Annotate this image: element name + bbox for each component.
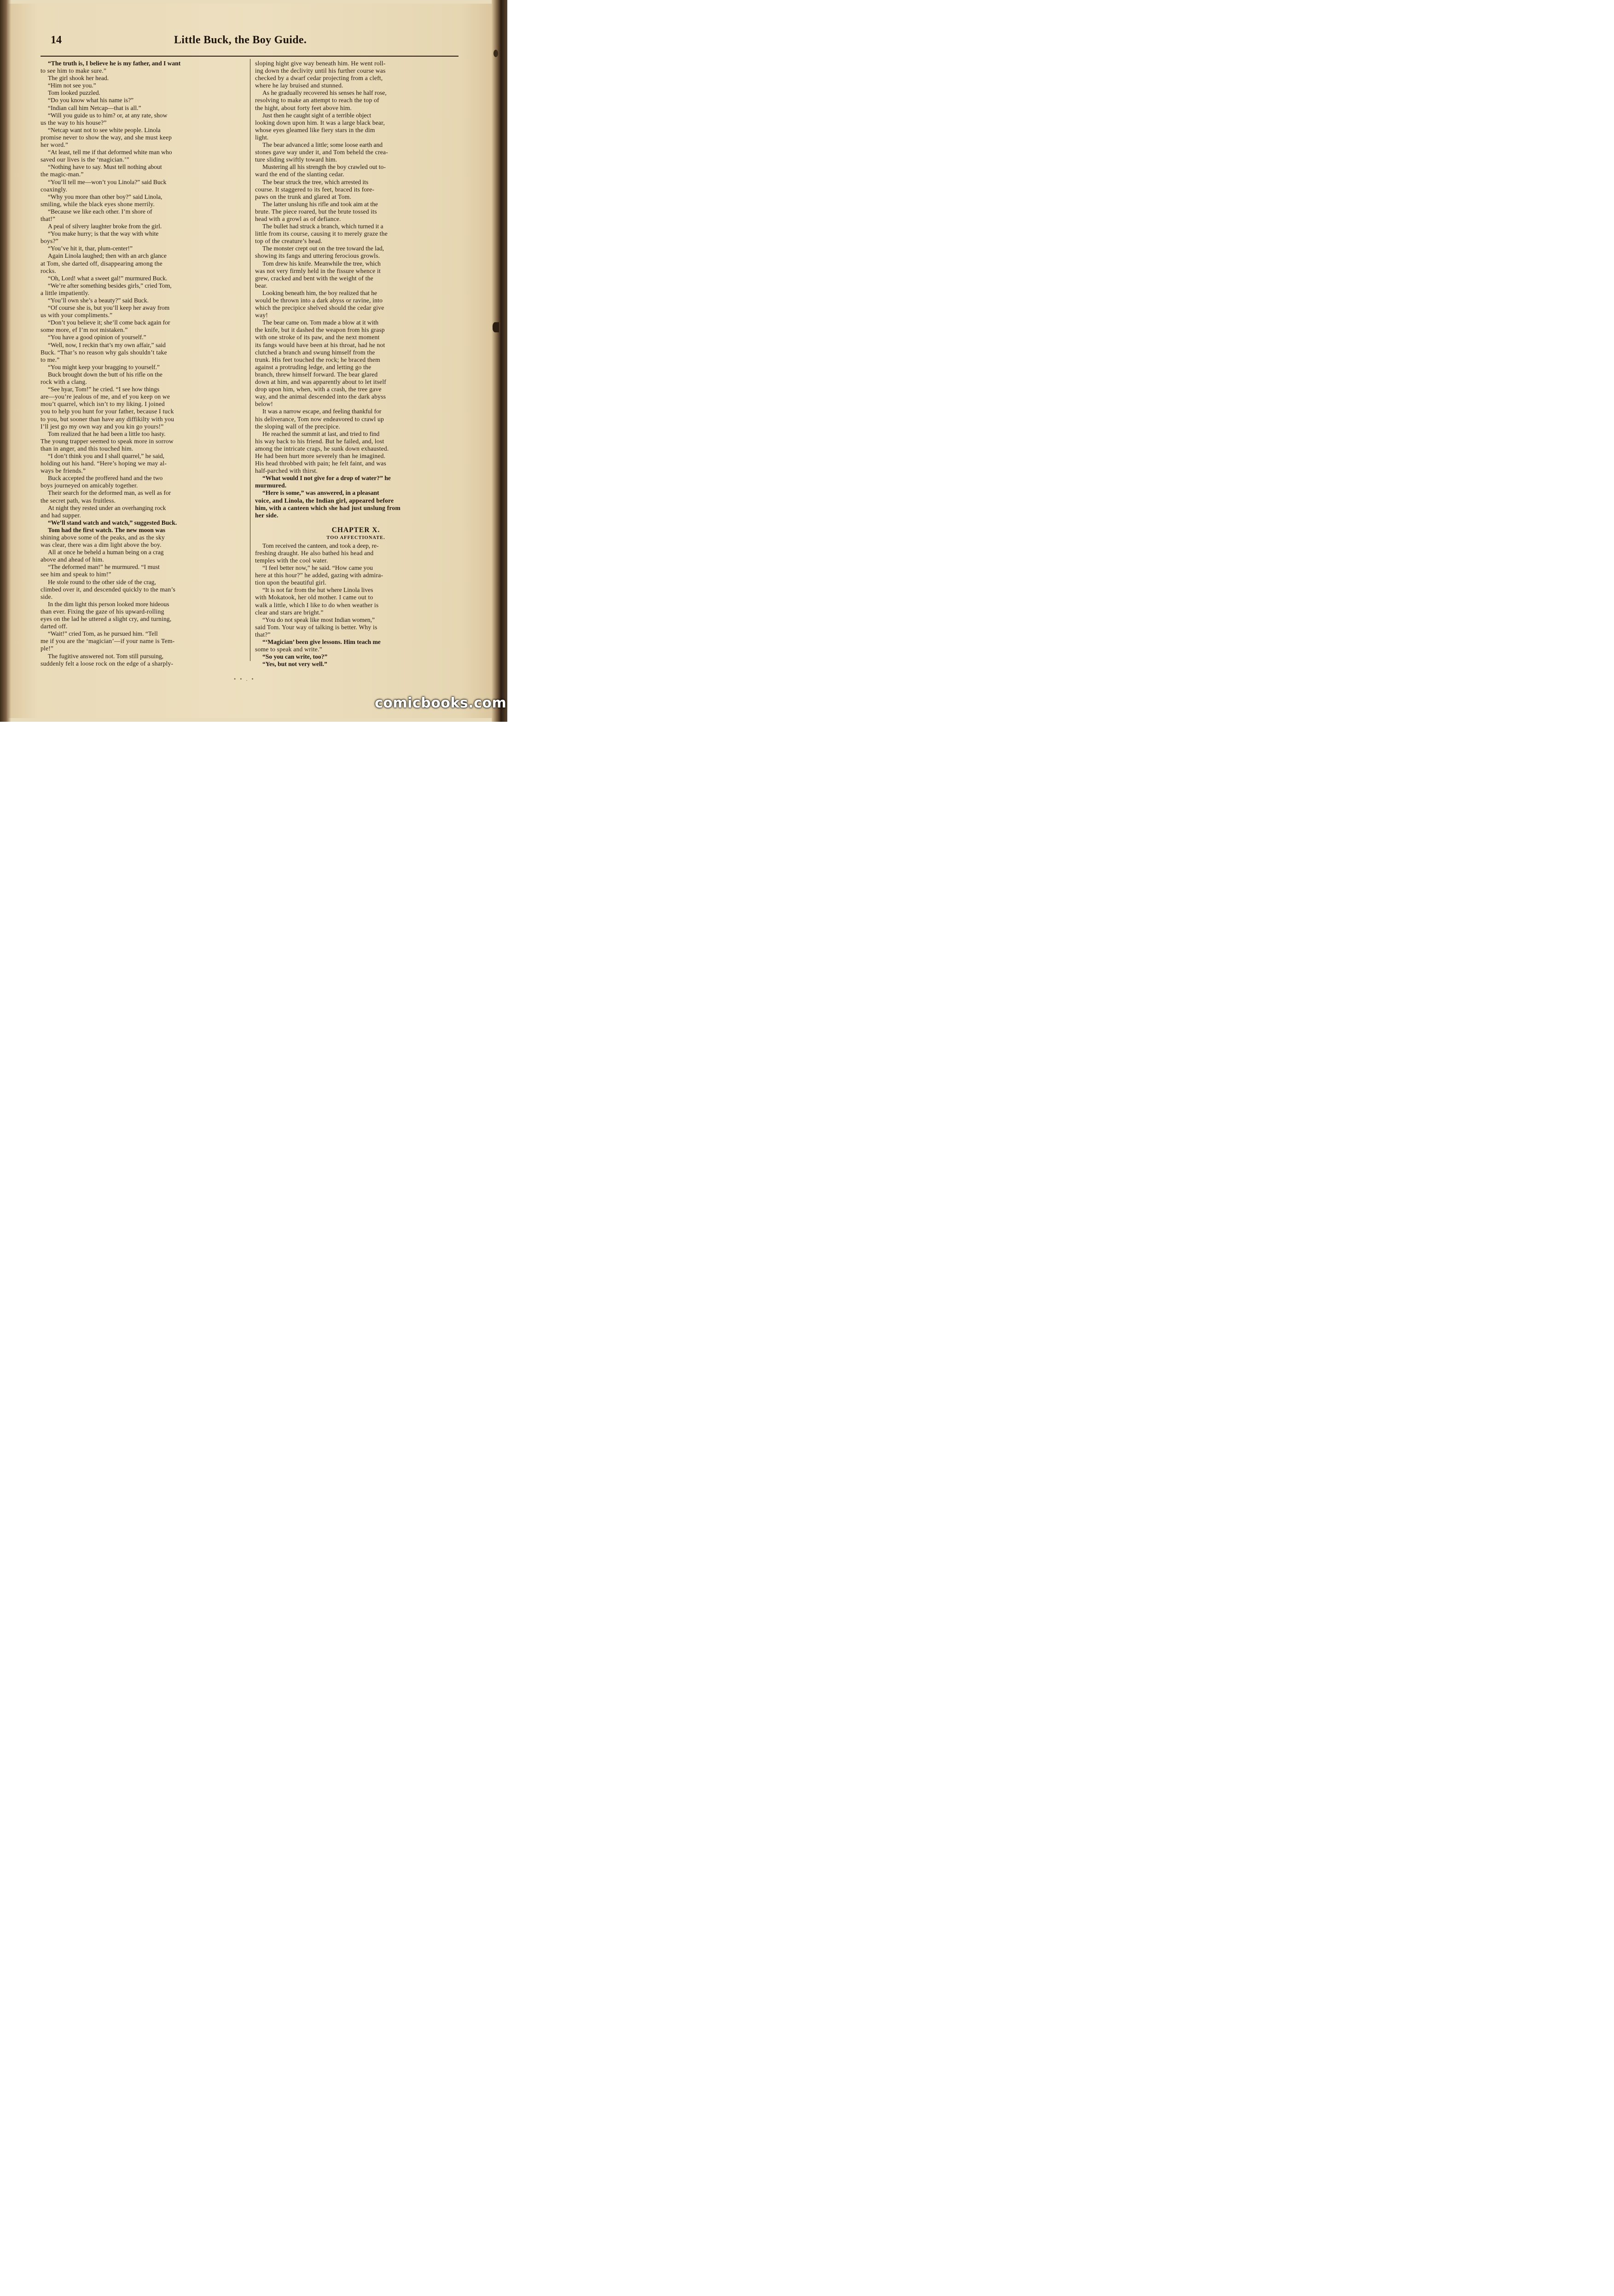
text-line: “Will you guide us to him? or, at any rate, show [48, 111, 168, 119]
text-line: are—you’re jealous of me, and ef you keep on we [41, 393, 170, 400]
text-line: holding out his hand. “Here’s hoping we may al- [41, 460, 167, 467]
text-line: suddenly felt a loose rock on the edge of a sharply- [41, 660, 174, 667]
text-line: me if you are the ‘magician’—if your name is Tem- [41, 638, 175, 645]
watermark: comicbooks.com [375, 695, 507, 711]
text-line: “Indian call him Netcap—that is all.” [48, 104, 141, 111]
text-line: the knife, but it dashed the weapon from his grasp [255, 326, 385, 334]
text-line: to me.” [41, 356, 60, 363]
text-line: her word.” [41, 141, 69, 149]
text-line: way! [255, 312, 268, 319]
text-line: Tom had the first watch. The new moon was [48, 526, 165, 533]
text-line: above and ahead of him. [41, 556, 104, 563]
text-line: us the way to his house?” [41, 119, 107, 126]
text-line: down at him, and was apparently about to let itself [255, 378, 387, 386]
text-line: “Because we like each other. I’m shore of [48, 208, 152, 215]
text-line: Looking beneath him, the boy realized that he [262, 289, 377, 296]
text-line: drop upon him, when, with a crash, the tree gave [255, 386, 382, 393]
text-line: head with a growl as of defiance. [255, 215, 341, 222]
text-line: ways be friends.” [41, 467, 86, 475]
text-line: murmured. [255, 482, 287, 489]
text-line: Tom realized that he had been a little too hasty. [48, 430, 166, 437]
text-line: The bear struck the tree, which arrested its [262, 178, 369, 186]
text-line: The bear advanced a little; some loose earth and [262, 141, 383, 149]
text-line: In the dim light this person looked more hideous [48, 600, 169, 608]
text-line: walk a little, which I like to do when weather is [255, 601, 379, 609]
text-line: “You have a good opinion of yourself.” [48, 334, 146, 341]
right-column-text-before-chapter [255, 60, 457, 519]
left-column [41, 60, 245, 667]
text-line: eyes on the lad he uttered a slight cry, and turning, [41, 615, 172, 623]
header-rule [41, 56, 459, 57]
text-line: light. [255, 133, 269, 141]
right-column [255, 60, 457, 668]
text-line: side. [41, 593, 53, 600]
text-line: “‘Magician’ been give lessons. Him teach me [262, 638, 381, 646]
text-line: Tom looked puzzled. [48, 89, 100, 97]
page-edge [492, 0, 507, 722]
text-line: looking down upon him. It was a large black bear, [255, 119, 385, 126]
text-line: half-parched with thirst. [255, 467, 318, 475]
text-line: The young trapper seemed to speak more in sorrow [41, 437, 174, 445]
text-line: would be thrown into a dark abyss or ravine, into [255, 297, 383, 304]
text-line: you to help you hunt for your father, because I tuck [41, 408, 174, 415]
text-line: below! [255, 400, 273, 408]
text-line: “I don’t think you and I shall quarrel,” he said, [48, 452, 165, 459]
margin-spot [493, 50, 498, 57]
text-line: against a protruding ledge, and letting go the [255, 363, 372, 371]
text-line: His head throbbed with pain; he felt faint, and was [255, 460, 387, 467]
text-line: coaxingly. [41, 186, 68, 193]
text-line: darted off. [41, 623, 68, 630]
text-line: voice, and Linola, the Indian girl, appeared before [255, 497, 394, 504]
text-line: top of the creature’s head. [255, 238, 323, 245]
text-line: his deliverance, Tom now endeavored to crawl up [255, 415, 384, 423]
text-line: some to speak and write.” [255, 646, 322, 653]
text-line: trunk. His feet touched the rock; he braced them [255, 356, 380, 363]
text-line: “The truth is, I believe he is my father, and I want [48, 60, 181, 67]
text-line: than in anger, and this touched him. [41, 445, 134, 452]
text-line: “Well, now, I reckin that’s my own affair,” said [48, 341, 166, 348]
text-line: “Yes, but not very well.” [262, 661, 327, 668]
text-line: his way back to his friend. But he failed, and, lost [255, 437, 384, 445]
text-line: “I feel better now,” he said. “How came you [262, 564, 373, 572]
text-line: Tom drew his knife. Meanwhile the tree, which [262, 260, 381, 267]
text-line: “At least, tell me if that deformed white man who [48, 149, 172, 156]
text-line: at Tom, she darted off, disappearing among the [41, 260, 163, 267]
text-line: boys?” [41, 238, 58, 245]
text-line: mou’t quarrel, which isn’t to my liking. I joined [41, 400, 165, 408]
text-line: with Mokatook, her old mother. I came out to [255, 594, 373, 601]
text-line: The bear came on. Tom made a blow at it with [262, 319, 379, 326]
text-line: shining above some of the peaks, and as the sky [41, 534, 165, 541]
text-line: its fangs would have been at his throat, had he not [255, 341, 385, 348]
text-line: the sloping wall of the precipice. [255, 423, 340, 430]
text-line: “Oh, Lord! what a sweet gal!” murmured Buck. [48, 274, 168, 282]
chapter-heading: CHAPTER X. [331, 526, 380, 534]
text-line: “Nothing have to say. Must tell nothing about [48, 163, 162, 171]
text-line: Their search for the deformed man, as well as for [48, 489, 171, 497]
text-line: “You’ll tell me—won’t you Linola?” said Buck [48, 178, 167, 186]
text-line: “The deformed man!” he murmured. “I must [48, 563, 160, 571]
text-line: ple!” [41, 645, 54, 652]
page-number: 14 [51, 34, 62, 46]
text-line: the magic-man.” [41, 171, 84, 178]
chapter-subtitle: TOO AFFECTIONATE. [326, 535, 385, 540]
text-line: showing its fangs and uttering ferocious growls. [255, 252, 380, 260]
text-line: It was a narrow escape, and feeling thankful for [262, 408, 382, 415]
text-line: As he gradually recovered his senses he half rose, [262, 89, 387, 97]
text-line: paws on the trunk and glared at Tom. [255, 193, 352, 200]
text-line: clutched a branch and swung himself from the [255, 348, 375, 356]
text-line: checked by a dwarf cedar projecting from a cleft, [255, 75, 383, 82]
text-line: I’ll jest go my own way and you kin go yours!” [41, 423, 164, 430]
text-line: was clear, there was a dim light above the boy. [41, 541, 162, 549]
text-line: boys journeyed on amicably together. [41, 482, 138, 489]
text-line: smiling, while the black eyes shone merrily. [41, 200, 155, 208]
text-line: to see him to make sure.” [41, 67, 107, 75]
text-line: a little impatiently. [41, 289, 90, 296]
text-line: him, with a canteen which she had just unslung from [255, 504, 401, 511]
text-line: “Why you more than other boy?” said Linola, [48, 193, 163, 200]
text-line: stones gave way under it, and Tom beheld the crea- [255, 149, 388, 156]
text-line: whose eyes gleamed like fiery stars in the dim [255, 126, 375, 133]
text-line: promise never to show the way, and she must keep [41, 133, 172, 141]
text-line: the hight, about forty feet above him. [255, 104, 352, 111]
binding-shadow [0, 0, 11, 722]
text-line: the secret path, was fruitless. [41, 497, 116, 504]
text-line: that?” [255, 631, 271, 638]
text-line: “You’ve hit it, thar, plum-center!” [48, 245, 133, 252]
text-line: “It is not far from the hut where Linola lives [262, 586, 373, 594]
text-line: “You do not speak like most Indian women,” [262, 616, 375, 623]
text-line: ing down the declivity until his further course was [255, 67, 386, 75]
text-line: “What would I not give for a drop of water?” he [262, 475, 391, 482]
text-line: “Don’t you believe it; she’ll come back again for [48, 319, 170, 326]
text-line: sloping hight give way beneath him. He went roll- [255, 60, 386, 67]
text-line: bear. [255, 282, 268, 289]
text-line: Mustering all his strength the boy crawled out to- [262, 163, 386, 171]
text-line: All at once he beheld a human being on a crag [48, 549, 164, 556]
text-line: At night they rested under an overhanging rock [48, 504, 166, 511]
text-line: “See hyar, Tom!” he cried. “I see how things [48, 386, 160, 393]
text-line: was not very firmly held in the fissure whence it [255, 267, 381, 274]
text-line: Tom received the canteen, and took a deep, re- [262, 542, 379, 549]
text-line: The latter unslung his rifle and took aim at the [262, 200, 378, 208]
text-line: The fugitive answered not. Tom still pursuing, [48, 652, 164, 660]
text-line: Buck. “Thar’s no reason why gals shouldn’t take [41, 348, 167, 356]
text-line: He had been hurt more severely than he imagined. [255, 452, 386, 459]
text-line: “You might keep your bragging to yourself.” [48, 363, 160, 371]
text-line: ward the end of the slanting cedar. [255, 171, 344, 178]
text-line: said Tom. Your way of talking is better. Why is [255, 623, 377, 631]
text-line: freshing draught. He also bathed his head and [255, 549, 374, 557]
text-line: “Him not see you.” [48, 82, 96, 89]
text-line: her side. [255, 511, 279, 519]
text-line: The bullet had struck a branch, which turned it a [262, 223, 383, 230]
text-line: The monster crept out on the tree toward the lad, [262, 245, 384, 252]
footer-marks: • • . • [234, 676, 255, 682]
text-line: resolving to make an attempt to reach the top of [255, 97, 379, 104]
text-line: us with your compliments.” [41, 312, 113, 319]
text-line: here at this hour?” he added, gazing with admira- [255, 572, 383, 579]
text-line: “Do you know what his name is?” [48, 97, 134, 104]
text-line: some more, ef I’m not mistaken.” [41, 326, 128, 334]
text-line: saved our lives is the ‘magician.’” [41, 156, 129, 163]
text-line: A peal of silvery laughter broke from the girl. [48, 223, 162, 230]
text-line: He stole round to the other side of the crag, [48, 578, 156, 586]
text-line: grew, cracked and bent with the weight of the [255, 274, 373, 282]
running-header [51, 34, 454, 50]
text-line: see him and speak to him!” [41, 571, 111, 578]
text-line: which the precipice shelved should the cedar give [255, 304, 384, 312]
text-line: Just then he caught sight of a terrible object [262, 111, 372, 119]
text-line: climbed over it, and descended quickly to the man’s [41, 586, 175, 593]
text-line: course. It staggered to its feet, braced its fore- [255, 186, 375, 193]
text-line: “Of course she is, but you’ll keep her away from [48, 304, 170, 312]
text-line: little from its course, causing it to merely graze the [255, 230, 388, 238]
text-line: where he lay bruised and stunned. [255, 82, 343, 89]
text-line: Buck accepted the proffered hand and the two [48, 475, 163, 482]
text-line: among the intricate crags, he sunk down exhausted. [255, 445, 389, 452]
text-line: “You make hurry; is that the way with white [48, 230, 159, 238]
text-line: branch, threw himself forward. The bear glared [255, 371, 378, 378]
text-line: and had supper. [41, 511, 81, 519]
text-line: temples with the cool water. [255, 557, 328, 564]
text-line: ture sliding swiftly toward him. [255, 156, 337, 163]
text-line: Buck brought down the butt of his rifle on the [48, 371, 163, 378]
text-line: “Netcap want not to see white people. Linola [48, 126, 161, 133]
text-line: He reached the summit at last, and tried to find [262, 430, 380, 437]
text-line: Again Linola laughed; then with an arch glance [48, 252, 167, 260]
text-line: than ever. Fixing the gaze of his upward-rolling [41, 608, 164, 615]
text-line: with one stroke of its paw, and the next moment [255, 334, 380, 341]
text-line: “So you can write, too?” [262, 653, 328, 661]
text-line: clear and stars are bright.” [255, 609, 324, 616]
text-line: “We’re after something besides girls,” cried Tom, [48, 282, 172, 289]
scanned-page [0, 0, 507, 722]
text-line: The girl shook her head. [48, 75, 109, 82]
text-line: “Here is some,” was answered, in a pleasant [262, 489, 379, 497]
text-line: to you, but sooner than have any diffikilty with you [41, 415, 174, 423]
text-line: brute. The piece roared, but the brute tossed its [255, 208, 377, 215]
text-line: rock with a clang. [41, 378, 87, 386]
text-line: “You’ll own she’s a beauty?” said Buck. [48, 297, 149, 304]
text-line: “Wait!” cried Tom, as he pursued him. “Tell [48, 630, 158, 638]
text-line: “We’ll stand watch and watch,” suggested Buck. [48, 519, 177, 526]
right-column-text-after-chapter [255, 542, 457, 668]
text-line: tion upon the beautiful girl. [255, 579, 326, 586]
text-line: way, and the animal descended into the dark abyss [255, 393, 386, 400]
text-line: that!” [41, 215, 56, 222]
running-title: Little Buck, the Boy Guide. [174, 34, 307, 46]
margin-tab [493, 322, 499, 332]
text-line: rocks. [41, 267, 57, 274]
